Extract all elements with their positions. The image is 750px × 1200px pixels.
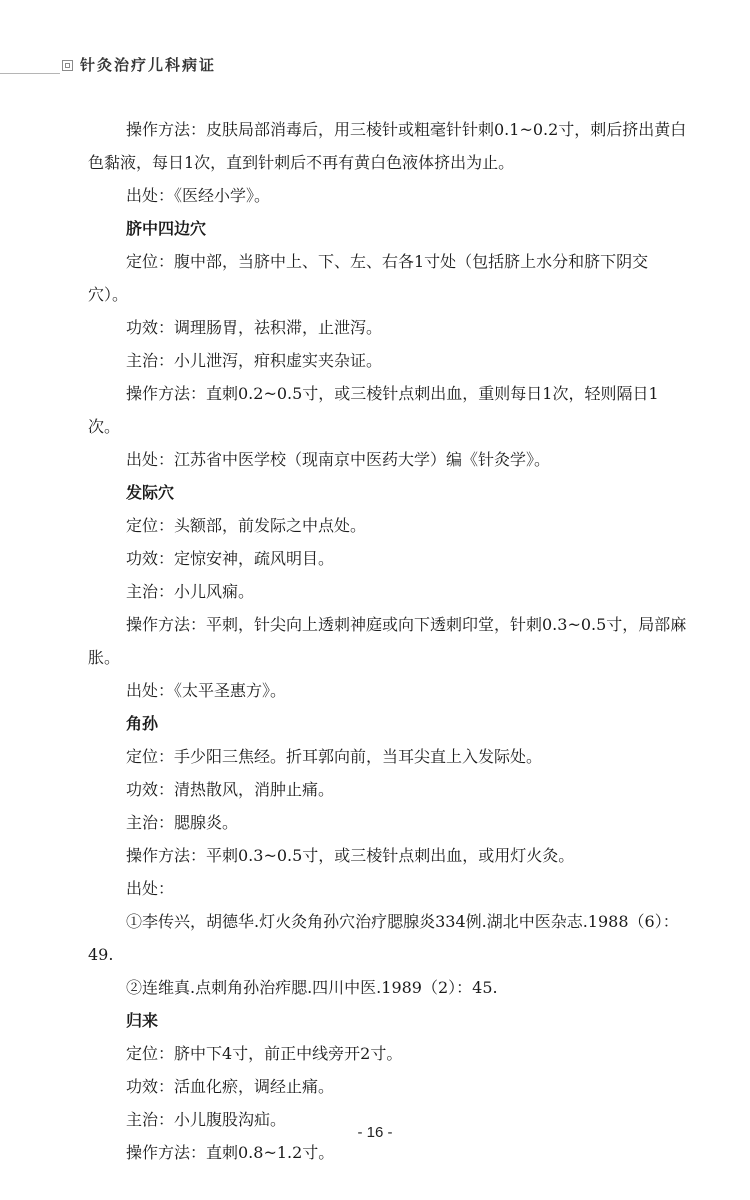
- paragraph: 定位：手少阳三焦经。折耳郭向前，当耳尖直上入发际处。: [126, 747, 543, 766]
- paragraph: 出处：江苏省中医学校（现南京中医药大学）编《针灸学》。: [126, 450, 551, 469]
- reference-item: ①李传兴，胡德华.灯火灸角孙穴治疗腮腺炎334例.湖北中医杂志.1988（6）：49.: [88, 912, 679, 964]
- square-ornament-icon: [62, 60, 73, 71]
- header-rule: [0, 73, 60, 74]
- paragraph: 出处：: [126, 879, 175, 898]
- page-number: - 16 -: [357, 1124, 393, 1141]
- paragraph: 定位：头额部，前发际之中点处。: [126, 516, 367, 535]
- section-heading: 发际穴: [126, 483, 175, 502]
- paragraph: 操作方法：平刺0.3~0.5寸，或三棱针点刺出血，或用灯火灸。: [126, 846, 575, 865]
- paragraph: 功效：定惊安神，疏风明目。: [126, 549, 335, 568]
- paragraph: 主治：小儿腹股沟疝。: [126, 1110, 287, 1129]
- book-title: 针灸治疗儿科病证: [80, 56, 217, 74]
- section-heading: 角孙: [126, 714, 159, 733]
- paragraph: 主治：小儿泄泻，疳积虚实夹杂证。: [126, 351, 383, 370]
- page-body: [88, 113, 688, 1169]
- paragraph: 出处：《医经小学》。: [126, 186, 271, 205]
- paragraph: 操作方法：平刺，针尖向上透刺神庭或向下透刺印堂，针刺0.3~0.5寸，局部麻胀。: [88, 615, 687, 667]
- paragraph: 功效：活血化瘀，调经止痛。: [126, 1077, 335, 1096]
- paragraph: 功效：调理肠胃，祛积滞，止泄泻。: [126, 318, 383, 337]
- section-heading: 脐中四边穴: [126, 219, 207, 238]
- running-header: [0, 52, 750, 80]
- paragraph: 操作方法：直刺0.2~0.5寸，或三棱针点刺出血，重则每日1次，轻则隔日1次。: [88, 384, 659, 436]
- paragraph: 出处：《太平圣惠方》。: [126, 681, 287, 700]
- paragraph: 主治：腮腺炎。: [126, 813, 239, 832]
- paragraph: 功效：清热散风，消肿止痛。: [126, 780, 335, 799]
- paragraph: 操作方法：皮肤局部消毒后，用三棱针或粗毫针针刺0.1~0.2寸，刺后挤出黄白色黏液，每日1次，直到针刺后不再有黄白色液体挤出为止。: [88, 120, 687, 172]
- paragraph: 定位：腹中部，当脐中上、下、左、右各1寸处（包括脐上水分和脐下阴交穴）。: [88, 252, 649, 304]
- reference-item: ②连维真.点刺角孙治痄腮.四川中医.1989（2）：45.: [126, 978, 498, 997]
- paragraph: 操作方法：直刺0.8~1.2寸。: [126, 1143, 335, 1162]
- section-heading: 归来: [126, 1011, 159, 1030]
- paragraph: 主治：小儿风痫。: [126, 582, 255, 601]
- paragraph: 定位：脐中下4寸，前正中线旁开2寸。: [126, 1044, 403, 1063]
